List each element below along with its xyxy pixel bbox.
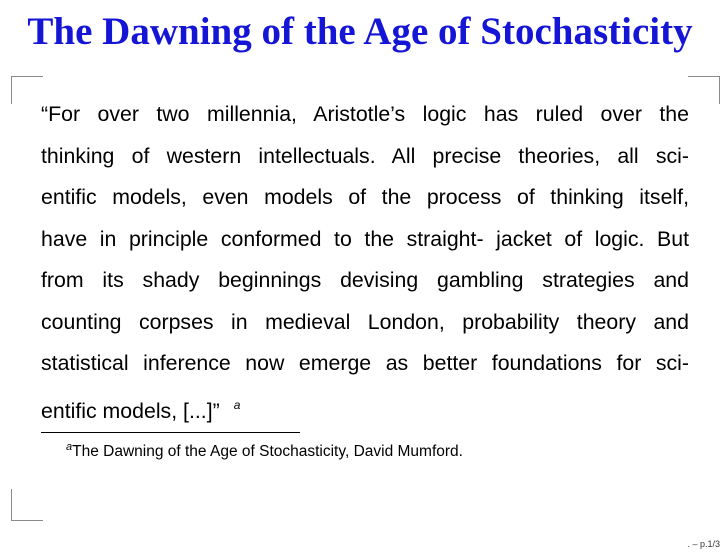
footnote-marker[interactable]: a xyxy=(233,397,241,412)
quote-line: thinking of western intellectuals. All precise theories, all sci- xyxy=(41,143,689,168)
frame-corner-top-right xyxy=(688,76,720,104)
footnote-text: The Dawning of the Age of Stochasticity, David Mumford. xyxy=(72,443,463,460)
quote-line-text: entific models, [...]” xyxy=(41,398,220,423)
quote-line-last xyxy=(41,385,689,427)
page-number: . – p.1/3 xyxy=(687,539,720,549)
slide-title: The Dawning of the Age of Stochasticity xyxy=(27,10,693,53)
footnote-rule xyxy=(41,432,300,433)
footnote xyxy=(66,436,463,463)
footnote-superscript: a xyxy=(66,441,73,453)
frame-corner-top-left xyxy=(11,76,43,104)
quote-line: “For over two millennia, Aristotle’s logic has ruled over the xyxy=(41,102,689,126)
quote-line: statistical inference now emerge as better foundations for sci- xyxy=(41,351,689,375)
quote-line: from its shady beginnings devising gambling strategies and xyxy=(41,268,689,292)
quote-line: counting corpses in medieval London, probability theory and xyxy=(41,309,689,334)
frame-corner-bottom-left xyxy=(11,489,43,521)
quote-line: have in principle conformed to the straight- jacket of logic. But xyxy=(41,226,689,251)
quote-block xyxy=(41,94,689,426)
quote-line: entific models, even models of the process of thinking itself, xyxy=(41,185,689,209)
